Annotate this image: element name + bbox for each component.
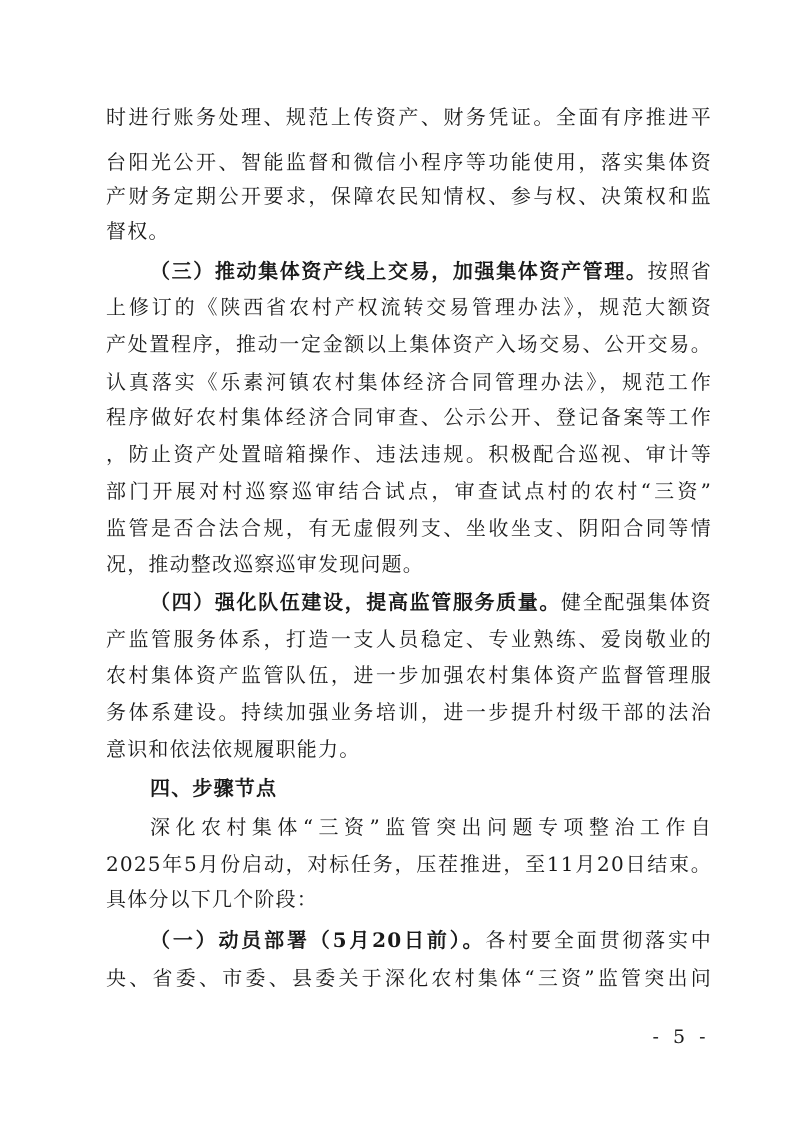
paragraph-line: 程序做好农村集体经济合同审查、公示公开、登记备案等工作 [106, 405, 712, 429]
paragraph-line [150, 588, 712, 616]
paragraph-line: 认真落实《乐素河镇农村集体经济合同管理办法》，规范工作 [106, 370, 712, 394]
paragraph-line: 2025年5月份启动，对标任务，压茬推进，至11月20日结束。 [106, 852, 712, 876]
paragraph-line [150, 257, 712, 285]
subsection-heading: （三）推动集体资产线上交易，加强集体资产管理。 [150, 259, 648, 283]
paragraph-line: 产财务定期公开要求，保障农民知情权、参与权、决策权和监 [106, 184, 712, 208]
subsection-heading: （四）强化队伍建设，提高监管服务质量。 [150, 590, 561, 614]
paragraph-line: 意识和依法依规履职能力。 [106, 737, 361, 761]
paragraph-line: 产处置程序，推动一定金额以上集体资产入场交易、公开交易。 [106, 332, 712, 356]
paragraph-line: 上修订的《陕西省农村产权流转交易管理办法》，规范大额资 [106, 295, 712, 319]
paragraph-text: 各村要全面贯彻落实中 [485, 928, 713, 952]
paragraph-line: 部门开展对村巡察巡审结合试点，审查试点村的农村“三资” [106, 479, 712, 503]
paragraph-line: 况，推动整改巡察巡审发现问题。 [106, 552, 424, 576]
section-heading: 四、步骤节点 [150, 776, 278, 800]
paragraph-line: 时进行账务处理、规范上传资产、财务凭证。全面有序推进平 [106, 105, 712, 129]
paragraph-line: 产监管服务体系，打造一支人员稳定、专业熟练、爱岗敬业的 [106, 627, 712, 651]
paragraph-line: 督权。 [106, 219, 170, 243]
paragraph-line: 监管是否合法合规，有无虚假列支、坐收坐支、阴阳合同等情 [106, 516, 712, 540]
paragraph-line: 务体系建设。持续加强业务培训，进一步提升村级干部的法治 [106, 700, 712, 724]
paragraph-line: ，防止资产处置暗箱操作、违法违规。积极配合巡视、审计等 [106, 442, 712, 466]
page-number: - 5 - [652, 1026, 710, 1048]
paragraph-line: 台阳光公开、智能监督和微信小程序等功能使用，落实集体资 [106, 150, 712, 174]
paragraph-line: 农村集体资产监管队伍，进一步加强农村集体资产监督管理服 [106, 663, 712, 687]
paragraph-line: 央、省委、市委、县委关于深化农村集体“三资”监管突出问 [106, 966, 712, 990]
paragraph-text: 按照省 [647, 259, 712, 283]
subsection-heading: （一）动员部署（5月20日前）。 [150, 928, 486, 952]
paragraph-line: 具体分以下几个阶段： [106, 887, 318, 911]
paragraph-text: 健全配强集体资 [561, 590, 712, 614]
paragraph-line [150, 926, 712, 954]
paragraph-line: 深化农村集体“三资”监管突出问题专项整治工作自 [150, 815, 712, 839]
